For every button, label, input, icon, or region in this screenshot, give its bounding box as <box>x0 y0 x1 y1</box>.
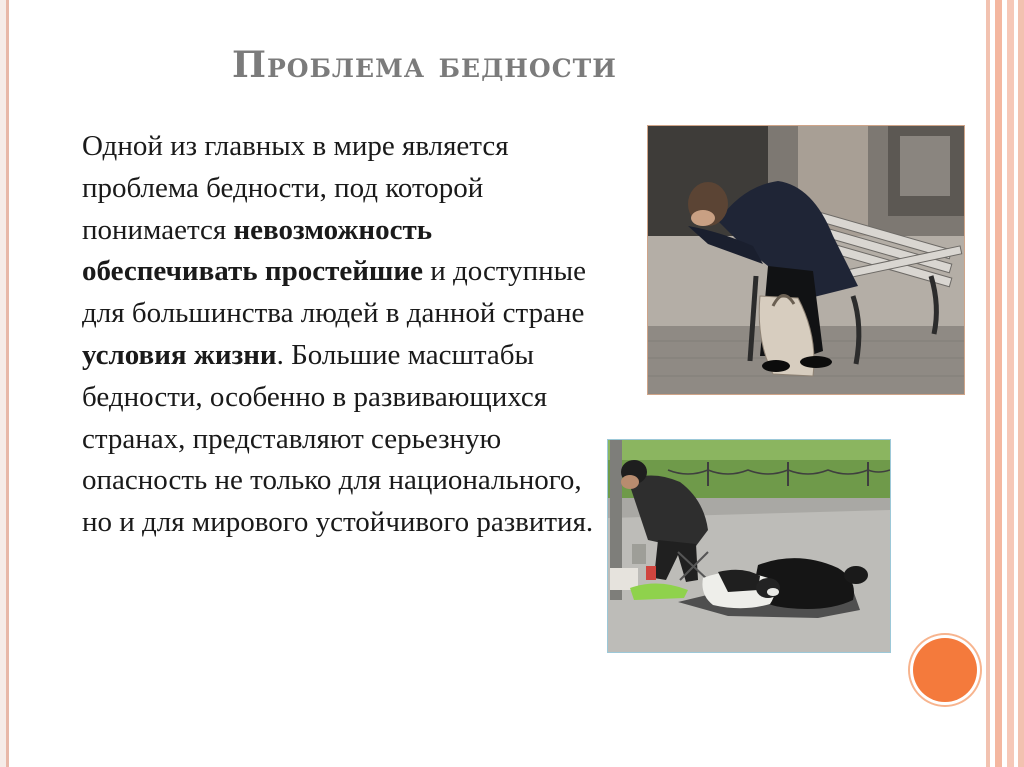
body-text-bold-1: невозможность обеспечивать простейшие <box>82 213 433 288</box>
decorative-stripes <box>982 0 1024 767</box>
body-text-bold-2: условия жизни <box>82 338 277 371</box>
orange-circle-decoration <box>913 638 977 702</box>
slide-title: Проблема бедности <box>232 44 617 86</box>
body-text-part-1: Одной из главных в мире является проблема бедности, под которой понимается <box>82 130 509 246</box>
slide-body-text <box>82 126 612 544</box>
photo-person-on-bench <box>647 125 965 395</box>
left-border-line <box>6 0 9 767</box>
body-text-part-3: . Большие масштабы бедности, особенно в развивающихся странах, представляют серьезную опасность не только для национального, но и для мирового устойчивого развития. <box>82 338 594 539</box>
body-text-part-2: и доступные для большинства людей в данной стране <box>82 255 587 330</box>
photo-man-with-dogs <box>607 439 891 653</box>
